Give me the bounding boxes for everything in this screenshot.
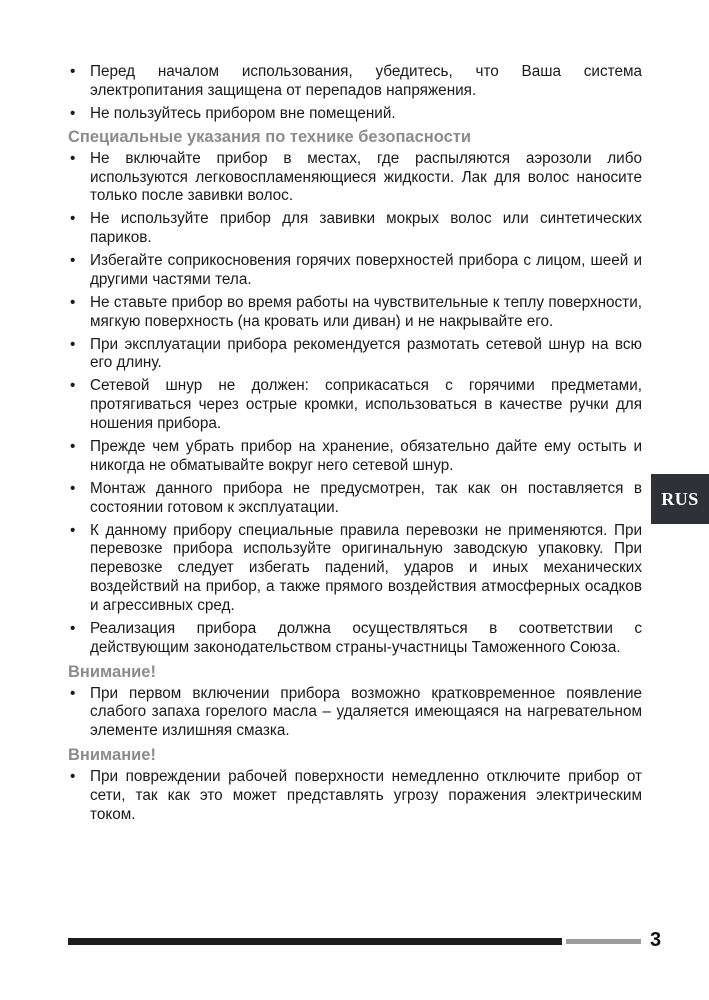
language-tab: RUS	[651, 474, 709, 524]
warning-list-1	[68, 685, 642, 741]
page-content	[68, 63, 642, 829]
list-item: • При первом включении прибора возможно кратковременное появление слабого запаха горелого масла – удаляется имеющаяся на нагревательном элементе излишняя смазка.	[68, 685, 642, 741]
list-item: • При эксплуатации прибора рекомендуется размотать сетевой шнур на всю его длину.	[68, 336, 642, 374]
list-item: • Прежде чем убрать прибор на хранение, обязательно дайте ему остыть и никогда не обматывайте вокруг него сетевой шнур.	[68, 438, 642, 476]
footer-rule-dark	[68, 938, 562, 945]
list-item: • Избегайте соприкосновения горячих поверхностей прибора с лицом, шеей и другими частями тела.	[68, 252, 642, 290]
list-item: • Не пользуйтесь прибором вне помещений.	[68, 105, 642, 124]
warning-heading-1: Внимание!	[68, 662, 156, 681]
list-item: • Реализация прибора должна осуществляться в соответствии с действующим законодательством страны-участницы Таможенного Союза.	[68, 620, 642, 658]
intro-list	[68, 63, 642, 124]
safety-heading: Специальные указания по технике безопасности	[68, 127, 472, 146]
list-item: • Не ставьте прибор во время работы на чувствительные к теплу поверхности, мягкую поверхность (на кровать или диван) и не накрывайте его.	[68, 294, 642, 332]
list-item: • Сетевой шнур не должен: соприкасаться с горячими предметами, протягиваться через острые кромки, использоваться в качестве ручки для ношения прибора.	[68, 377, 642, 433]
list-item: • Монтаж данного прибора не предусмотрен, так как он поставляется в состоянии готовом к эксплуатации.	[68, 480, 642, 518]
safety-list	[68, 150, 642, 658]
warning-heading-2: Внимание!	[68, 746, 156, 765]
list-item: • Не включайте прибор в местах, где распыляются аэрозоли либо используются легковоспламеняющиеся жидкости. Лак для волос наносите только после завивки волос.	[68, 150, 642, 206]
list-item: • Перед началом использования, убедитесь, что Ваша система электропитания защищена от перепадов напряжения.	[68, 63, 642, 101]
list-item: • При повреждении рабочей поверхности немедленно отключите прибор от сети, так как это может представлять угрозу поражения электрическим током.	[68, 768, 642, 824]
list-item: • Не используйте прибор для завивки мокрых волос или синтетических париков.	[68, 210, 642, 248]
footer-rule-grey	[566, 939, 641, 944]
list-item: • К данному прибору специальные правила перевозки не применяются. При перевозке прибора используйте оригинальную заводскую упаковку. При перевозке следует избегать падений, ударов и иных механических воздействий на прибор, а также прямого воздействия атмосферных осадков и агрессивных сред.	[68, 522, 642, 616]
warning-list-2	[68, 768, 642, 824]
page-number: 3	[650, 929, 662, 951]
